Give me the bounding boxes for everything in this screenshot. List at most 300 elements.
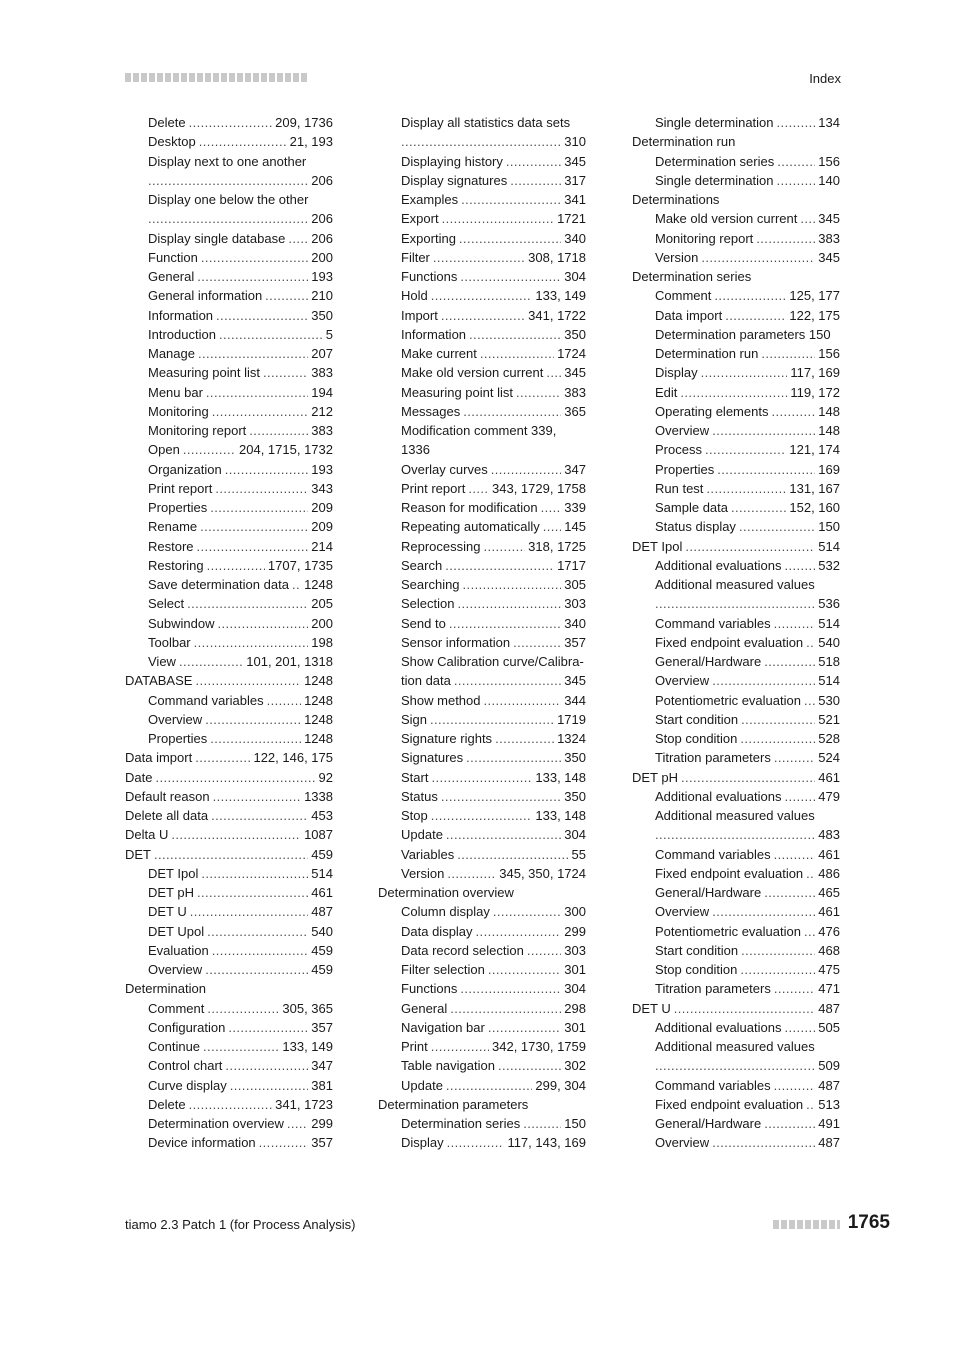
index-subentry: [125, 883, 333, 902]
index-term: Update: [401, 827, 443, 843]
page-references: 209: [311, 519, 333, 535]
index-term: Additional measured values: [655, 577, 815, 592]
dot-leader: [194, 633, 309, 652]
dot-leader: [774, 979, 815, 998]
page-references: 150: [818, 519, 840, 535]
dot-leader: [484, 537, 526, 556]
dot-leader: [774, 845, 816, 864]
index-term: Fixed endpoint evaluation: [655, 865, 804, 881]
page-references: 365: [564, 403, 586, 419]
dot-leader: [207, 922, 308, 941]
dot-leader: [200, 517, 308, 536]
index-term: General: [148, 269, 195, 284]
index-term: DET pH: [632, 769, 678, 785]
index-term: Delete: [148, 1096, 186, 1112]
index-term: Determination: [125, 981, 206, 997]
dot-leader: [249, 421, 308, 440]
index-term: Display: [655, 365, 698, 381]
dot-leader: [495, 729, 554, 748]
page-references: 459: [311, 942, 333, 958]
page-references: 302: [564, 1058, 586, 1074]
index-subentry: [378, 325, 586, 344]
index-entry: [378, 1095, 586, 1114]
index-subentry: [632, 575, 840, 594]
dot-leader: [541, 498, 562, 517]
index-term: Manage: [148, 346, 195, 361]
index-term: Overview: [655, 904, 710, 920]
page-references: 1338: [304, 788, 333, 804]
index-term: Make old version current: [401, 365, 544, 381]
dot-leader: [197, 267, 308, 286]
index-subentry: [632, 248, 840, 267]
index-term: Single determination: [655, 115, 774, 130]
dot-leader: [219, 325, 323, 344]
page-references: 487: [818, 1077, 840, 1093]
page-references: 1707, 1735: [267, 557, 333, 573]
index-subentry: [378, 729, 586, 748]
page-references: 301: [564, 962, 586, 977]
index-term: Configuration: [148, 1019, 226, 1035]
page-references: 310: [564, 134, 586, 150]
page-references: 476: [818, 923, 840, 939]
dot-leader: [401, 132, 561, 151]
index-subentry: [378, 209, 586, 228]
index-subentry: [632, 883, 840, 902]
index-subentry: [378, 383, 586, 402]
dot-leader: [712, 902, 815, 921]
index-term: Start condition: [655, 711, 739, 727]
index-term: Command variables: [148, 692, 264, 708]
page-references: 1248: [304, 673, 333, 689]
dot-leader: [655, 825, 815, 844]
index-subentry: [632, 864, 840, 883]
index-term: Measuring point list: [148, 365, 260, 381]
index-term: Version: [401, 865, 445, 881]
page-references: 350: [311, 307, 333, 323]
index-term: Print report: [401, 480, 466, 496]
page-references: 340: [564, 615, 586, 631]
index-term: Control chart: [148, 1058, 223, 1074]
page-references: 530: [818, 692, 840, 708]
index-term: General: [401, 1000, 448, 1016]
page-references: 206: [311, 211, 333, 227]
index-subentry: [632, 845, 840, 864]
page-references: 487: [311, 904, 333, 920]
index-subentry: [378, 787, 586, 806]
dot-leader: [784, 556, 815, 575]
page-references: 487: [818, 1000, 840, 1016]
index-term: Open: [148, 442, 180, 458]
page-references: 383: [311, 423, 333, 438]
page-references: 461: [818, 904, 840, 920]
index-term: Update: [401, 1077, 443, 1093]
index-term: Modification comment 339,: [401, 423, 557, 438]
dot-leader: [484, 691, 562, 710]
page-references: 200: [311, 615, 333, 631]
index-term: Process: [655, 442, 702, 458]
page-references: 122, 175: [789, 307, 840, 323]
dot-leader: [460, 267, 561, 286]
page-references: 1721: [557, 211, 586, 227]
dot-leader: [445, 556, 554, 575]
index-term: Signatures: [401, 750, 464, 766]
dot-leader: [446, 1076, 532, 1095]
dot-leader: [463, 575, 562, 594]
page-references: 92: [318, 769, 333, 785]
index-term: Overview: [655, 423, 710, 438]
index-term: DET Ipol: [632, 538, 683, 554]
index-term: Selection: [401, 596, 455, 612]
dot-leader: [450, 999, 561, 1018]
index-subentry: [632, 902, 840, 921]
page-references: 21, 193: [289, 134, 333, 150]
index-term: Overlay curves: [401, 461, 488, 477]
index-subentry: [378, 1037, 586, 1056]
dot-leader: [430, 710, 554, 729]
index-subentry: [378, 902, 586, 921]
index-subentry: [378, 633, 586, 652]
index-term: Command variables: [655, 846, 771, 862]
dot-leader: [523, 1114, 561, 1133]
page-references: 209: [311, 500, 333, 515]
page-references: 193: [311, 461, 333, 477]
dot-leader: [259, 1133, 309, 1152]
dot-leader: [701, 363, 788, 382]
index-subentry: [632, 729, 840, 748]
index-subentry: [378, 922, 586, 941]
page-references: 152, 160: [789, 500, 840, 515]
index-term: Status display: [655, 519, 736, 535]
page-references: 117, 169: [790, 365, 840, 381]
dot-leader: [460, 979, 561, 998]
dot-leader: [469, 325, 561, 344]
page-references: 461: [818, 769, 840, 785]
page-references: 461: [818, 846, 840, 862]
dot-leader: [510, 171, 561, 190]
index-term: Potentiometric evaluation: [655, 923, 801, 939]
index-term: Functions: [401, 269, 458, 284]
index-term: General/Hardware: [655, 885, 762, 900]
index-subentry: [125, 710, 333, 729]
page-references: 156: [818, 153, 840, 169]
index-term: DET U: [148, 904, 187, 920]
dot-leader: [546, 363, 561, 382]
dot-leader: [655, 1056, 815, 1075]
dot-leader: [171, 825, 301, 844]
page-references: 117, 143, 169: [507, 1135, 586, 1151]
page-references: 518: [818, 654, 840, 669]
index-term: Functions: [401, 981, 458, 997]
dot-leader: [513, 633, 561, 652]
dot-leader: [201, 248, 308, 267]
dot-leader: [806, 633, 815, 652]
page-references: 486: [818, 865, 840, 881]
dot-leader: [212, 941, 309, 960]
index-entry: [378, 883, 586, 902]
page-references: 140: [818, 172, 840, 188]
page-references: 350: [564, 326, 586, 342]
index-term: Additional evaluations: [655, 788, 782, 804]
index-term: Properties: [148, 731, 208, 746]
dot-leader: [705, 440, 786, 459]
index-subentry: [632, 671, 840, 690]
page-references: 1719: [557, 711, 586, 727]
dot-leader: [179, 652, 243, 671]
index-entry: [632, 190, 840, 209]
index-term: Subwindow: [148, 615, 215, 631]
dot-leader: [740, 960, 815, 979]
page-references: 514: [818, 538, 840, 554]
index-subentry: [125, 922, 333, 941]
page-references: 317: [564, 172, 586, 188]
index-term: Reason for modification: [401, 500, 538, 515]
page-references: 341: [564, 192, 586, 207]
index-term: DET U: [632, 1000, 671, 1016]
index-term: Column display: [401, 904, 490, 920]
index-subentry: [378, 517, 586, 536]
dot-leader: [210, 498, 308, 517]
dot-leader: [804, 691, 815, 710]
page-references: 383: [311, 365, 333, 381]
page-references: 299, 304: [535, 1077, 586, 1093]
page-references: 521: [818, 711, 840, 727]
index-subentry: [125, 999, 333, 1018]
dot-leader: [459, 229, 561, 248]
page-references: 345: [564, 153, 586, 169]
page-references: 343, 1729, 1758: [492, 480, 586, 496]
index-term: Determinations: [632, 192, 720, 207]
index-term: Repeating automatically: [401, 519, 540, 535]
index-term: Sign: [401, 711, 428, 727]
index-subentry: [632, 960, 840, 979]
header-decoration-bar: [125, 73, 307, 82]
index-term: Print report: [148, 480, 213, 496]
index-term: 1336: [401, 442, 430, 458]
dot-leader: [449, 614, 561, 633]
page-references: 345: [564, 673, 586, 689]
page-references: 1724: [557, 346, 586, 361]
index-term: Start: [401, 769, 429, 785]
index-subentry: [125, 729, 333, 748]
index-term: Select: [148, 596, 185, 612]
dot-leader: [774, 614, 816, 633]
index-subentry: [125, 1095, 333, 1114]
dot-leader: [218, 614, 309, 633]
index-subentry: [378, 864, 586, 883]
page-references: 345: [818, 249, 840, 265]
dot-leader: [197, 883, 308, 902]
index-subentry: [632, 652, 840, 671]
index-subentry: [632, 209, 840, 228]
index-term: Function: [148, 249, 198, 265]
index-subentry: [378, 594, 586, 613]
index-column-3: [632, 113, 840, 1153]
index-term: Overview: [655, 673, 710, 689]
index-term: Determination overview: [378, 885, 514, 900]
index-subentry: [378, 498, 586, 517]
index-subentry: [378, 363, 586, 382]
index-subentry: [125, 902, 333, 921]
index-subentry: [378, 344, 586, 363]
index-term: Edit: [655, 384, 678, 400]
index-subentry: [125, 152, 333, 171]
dot-leader: [210, 729, 301, 748]
index-subentry: [125, 229, 333, 248]
dot-leader: [714, 286, 786, 305]
index-subentry: [125, 1114, 333, 1133]
index-subentry: [632, 1133, 840, 1152]
index-term: DET pH: [148, 885, 194, 900]
page-references: 206: [311, 230, 333, 246]
index-subentry: [125, 556, 333, 575]
page-references: 308, 1718: [528, 249, 586, 265]
dot-leader: [543, 517, 562, 536]
index-entry: [632, 537, 840, 556]
index-subentry: [378, 1056, 586, 1075]
index-term: Single determination: [655, 172, 774, 188]
dot-leader: [491, 460, 562, 479]
page-references: 344: [564, 692, 586, 708]
dot-leader: [148, 171, 308, 190]
index-term: Determination run: [632, 134, 736, 150]
index-subentry: [125, 652, 333, 671]
index-term: Display next to one another: [148, 153, 307, 169]
index-term: Fixed endpoint evaluation: [655, 634, 804, 650]
index-subentry: [632, 229, 840, 248]
index-term: DET Ipol: [148, 865, 199, 881]
dot-leader: [680, 383, 787, 402]
index-term: Monitoring report: [655, 230, 754, 246]
page-references: 200: [311, 249, 333, 265]
dot-leader: [212, 402, 309, 421]
dot-leader: [701, 248, 815, 267]
index-term: Data import: [125, 750, 193, 766]
index-term: Sensor information: [401, 634, 511, 650]
dot-leader: [211, 806, 308, 825]
dot-leader: [674, 999, 816, 1018]
section-title: Index: [809, 71, 841, 86]
dot-leader: [756, 229, 815, 248]
page-references: 479: [818, 788, 840, 804]
dot-leader: [712, 671, 815, 690]
page-references: 347: [311, 1058, 333, 1074]
index-subentry: [632, 1114, 840, 1133]
page-references: 1248: [304, 731, 333, 746]
index-subentry: [632, 941, 840, 960]
index-entry: [632, 267, 840, 286]
dot-leader: [488, 960, 561, 979]
index-term: Version: [655, 249, 699, 265]
index-subentry: [632, 498, 840, 517]
dot-leader: [228, 1018, 308, 1037]
index-term: Display signatures: [401, 172, 508, 188]
index-term: Search: [401, 557, 443, 573]
page-references: 300: [564, 904, 586, 920]
dot-leader: [431, 1037, 489, 1056]
dot-leader: [764, 652, 815, 671]
dot-leader: [446, 825, 561, 844]
index-term: General/Hardware: [655, 654, 762, 669]
index-term: Show Calibration curve/Calibra-: [401, 654, 584, 669]
index-subentry: [632, 171, 840, 190]
dot-leader: [431, 286, 533, 305]
index-term: Determination overview: [148, 1116, 284, 1131]
index-subentry: [125, 1076, 333, 1095]
page-references: 304: [564, 269, 586, 284]
index-term: Determination parameters: [378, 1096, 529, 1112]
dot-leader: [197, 537, 309, 556]
index-entry: [125, 806, 333, 825]
page-number: 1765: [847, 1212, 890, 1233]
dot-leader: [195, 671, 301, 690]
index-term: Signature rights: [401, 731, 493, 746]
index-subentry: [378, 979, 586, 998]
page-references: 491: [818, 1116, 840, 1131]
index-term: Display single database: [148, 230, 286, 246]
footer-decoration-bar: [773, 1220, 840, 1229]
dot-leader: [265, 286, 308, 305]
dot-leader: [198, 344, 308, 363]
index-subentry: [378, 171, 586, 190]
index-subentry: [378, 402, 586, 421]
index-subentry: [378, 306, 586, 325]
page-references: 524: [818, 750, 840, 766]
index-subentry: [632, 1018, 840, 1037]
index-column-2: [378, 113, 586, 1153]
page-references: 133, 148: [535, 769, 586, 785]
dot-leader: [183, 440, 236, 459]
index-subentry: [125, 132, 333, 151]
dot-leader: [516, 383, 561, 402]
index-subentry: [632, 152, 840, 171]
page-references: 345: [818, 211, 840, 227]
index-term: General/Hardware: [655, 1116, 762, 1131]
dot-leader: [774, 748, 815, 767]
index-subentry: [125, 498, 333, 517]
index-subentry: [125, 479, 333, 498]
index-term: Device information: [148, 1135, 256, 1151]
index-subentry: [125, 363, 333, 382]
dot-leader: [457, 594, 561, 613]
dot-leader: [800, 209, 815, 228]
index-subentry: [632, 113, 840, 132]
index-subentry: [125, 1133, 333, 1152]
index-subentry: [125, 537, 333, 556]
page-references: 459: [311, 846, 333, 862]
index-term: Organization: [148, 461, 222, 477]
dot-leader: [457, 845, 568, 864]
index-subentry: [125, 691, 333, 710]
index-subentry: [125, 864, 333, 883]
index-subentry: [632, 633, 840, 652]
index-subentry: [125, 941, 333, 960]
index-term: Default reason: [125, 788, 210, 804]
dot-leader: [476, 922, 562, 941]
dot-leader: [461, 190, 561, 209]
index-subentry: [632, 383, 840, 402]
index-term: Evaluation: [148, 942, 209, 958]
index-term: Rename: [148, 519, 198, 535]
page-references: 459: [311, 962, 333, 977]
index-term: Display all statistics data sets: [401, 115, 571, 130]
page-references: 350: [564, 750, 586, 766]
index-term: Operating elements: [655, 403, 769, 419]
index-subentry: [125, 517, 333, 536]
page-references: 453: [311, 808, 333, 823]
index-entry: [632, 999, 840, 1018]
dot-leader: [206, 383, 308, 402]
page-references: 121, 174: [789, 442, 840, 458]
